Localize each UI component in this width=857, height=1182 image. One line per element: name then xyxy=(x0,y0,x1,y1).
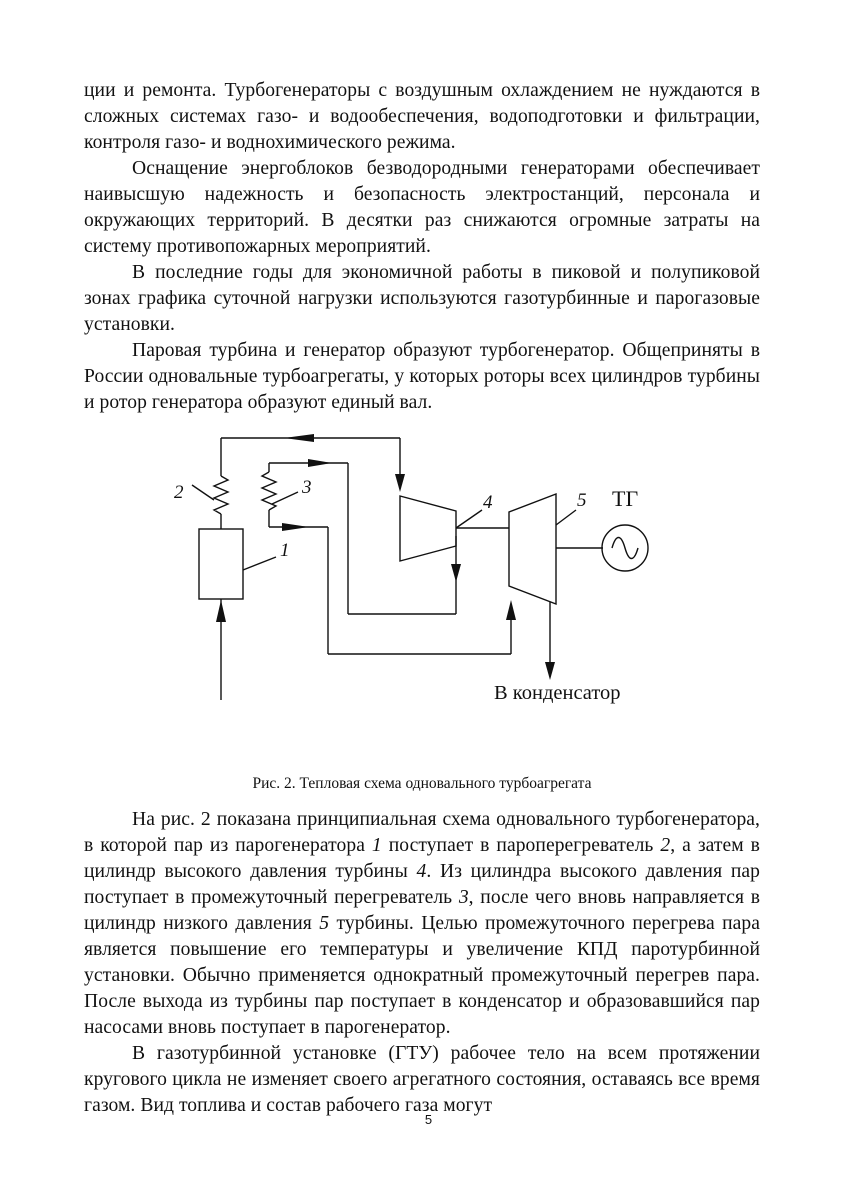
leader-2 xyxy=(192,485,214,500)
superheater-coil xyxy=(214,476,228,514)
paragraph-5 xyxy=(84,807,760,1041)
p5-text-4: . Из цилиндра высокого давления пар поступает в промежуточный перегреватель xyxy=(84,861,760,908)
boiler-block xyxy=(199,529,243,599)
p5-ref-1: 1 xyxy=(371,835,382,856)
paragraph-3: В последние годы для экономичной работы в пиковой и полупиковой зонах графика суточной нагрузки используются газотурбинные и парогазовые установки. xyxy=(84,262,760,335)
p5-text-5: , после чего вновь направляется в цилиндр низкого давления xyxy=(84,887,761,934)
lp-cylinder xyxy=(509,494,556,604)
arrow-hp-exhaust xyxy=(451,564,461,582)
p5-ref-2: 2 xyxy=(660,835,671,856)
label-5: 5 xyxy=(577,490,587,511)
page-content xyxy=(84,78,760,1119)
label-1: 1 xyxy=(280,540,290,561)
thermal-scheme-figure xyxy=(84,430,760,775)
p5-ref-5: 5 xyxy=(319,913,330,934)
p5-text-1: На рис. 2 показана принципиальная схема одновального турбогенератора, в которой пар из парогенератора xyxy=(84,809,760,856)
label-2: 2 xyxy=(174,482,184,503)
leader-5 xyxy=(556,510,576,525)
label-generator: ТГ xyxy=(612,486,639,511)
arrow-condenser xyxy=(545,662,555,680)
p5-text-2: поступает в пароперегреватель xyxy=(381,835,661,856)
hp-cylinder xyxy=(400,496,456,561)
arrow-feedwater xyxy=(216,600,226,622)
figure-caption: Рис. 2. Тепловая схема одновального турбоагрегата xyxy=(252,775,592,792)
p5-text-6: турбины. Целью промежуточного перегрева пара является повышение его температуры и увеличение КПД паротурбинной установки. Обычно применяется однократный промежуточный перегрев пара. После выхода из турбины пар поступает в конденсатор и образовавшийся пар насосами вновь поступает в парогенератор. xyxy=(84,913,760,1038)
thermal-scheme-diagram xyxy=(84,430,760,775)
p5-ref-3: 3 xyxy=(458,887,469,908)
leader-1 xyxy=(243,557,276,570)
p5-text-3: , а затем в цилиндр высокого давления турбины xyxy=(84,835,760,882)
page-number: 5 xyxy=(424,1112,433,1127)
paragraph-6: В газотурбинной установке (ГТУ) рабочее тело на всем протяжении кругового цикла не изменяет своего агрегатного состояния, оставаясь все время газом. Вид топлива и состав рабочего газа могут xyxy=(84,1043,760,1116)
reheater-coil xyxy=(262,472,276,510)
p5-ref-4: 4 xyxy=(416,861,427,882)
arrow-lp-inlet xyxy=(506,600,516,620)
label-condenser: В конденсатор xyxy=(494,682,621,704)
paragraph-4: Паровая турбина и генератор образуют турбогенератор. Общеприняты в России одновальные турбоагрегаты, у которых роторы всех цилиндров турбины и ротор генератора образуют единый вал. xyxy=(84,340,760,413)
arrow-reheat-return xyxy=(308,459,332,467)
leader-4 xyxy=(456,510,482,528)
arrow-reheat-out xyxy=(282,523,309,531)
paragraph-1: ции и ремонта. Турбогенераторы с воздушным охлаждением не нуждаются в сложных системах газо- и водообеспечения, водоподготовки и фильтрации, контроля газо- и воднохимического режима. xyxy=(84,80,760,153)
label-4: 4 xyxy=(483,492,493,513)
generator-sine xyxy=(612,538,638,559)
arrow-hp-inlet xyxy=(395,474,405,492)
label-3: 3 xyxy=(302,477,312,498)
arrow-main-steam xyxy=(284,434,314,442)
paragraph-2: Оснащение энергоблоков безводородными генераторами обеспечивает наивысшую надежность и безопасность электростанций, персонала и окружающих территорий. В десятки раз снижаются огромные затраты на систему противопожарных мероприятий. xyxy=(84,158,760,257)
